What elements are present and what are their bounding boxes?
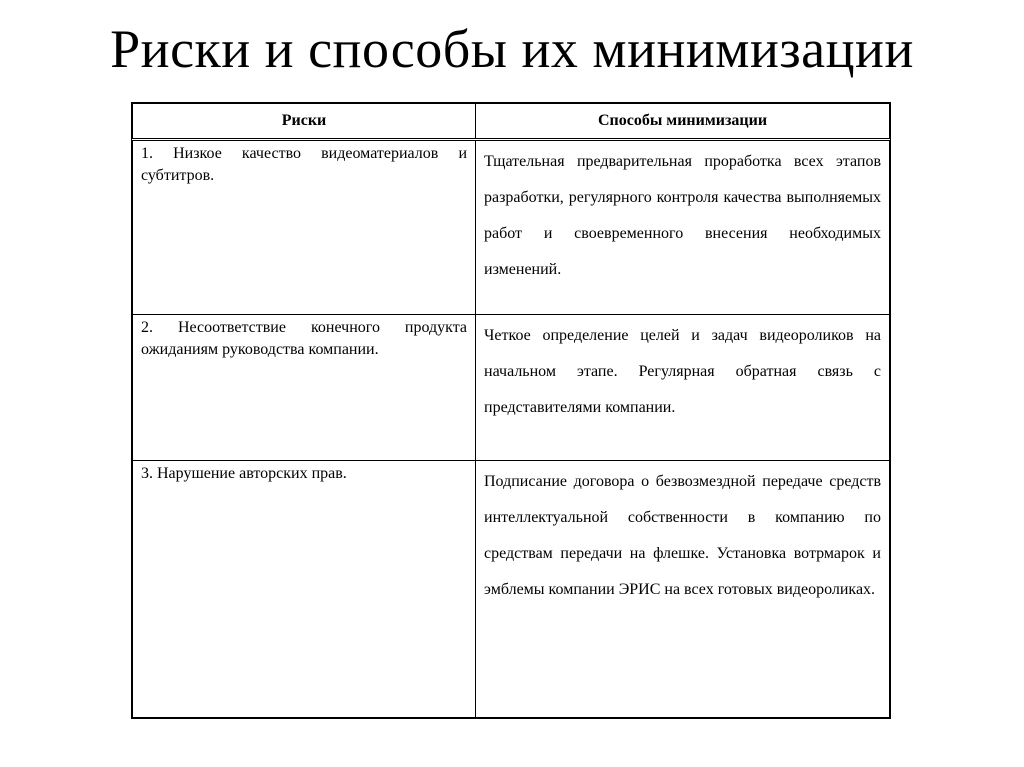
table-header-row	[133, 104, 890, 140]
header-methods: Способы минимизации	[476, 104, 890, 140]
table-row	[133, 140, 890, 315]
risk-table	[131, 102, 891, 719]
page-title: Риски и способы их минимизации	[110, 19, 914, 79]
risk-cell: 1. Низкое качество видеоматериалов и субтитров.	[133, 140, 476, 315]
risk-cell: 2. Несоответствие конечного продукта ожиданиям руководства компании.	[133, 315, 476, 461]
risk-cell: 3. Нарушение авторских прав.	[133, 461, 476, 718]
table-row	[133, 315, 890, 461]
method-cell: Четкое определение целей и задач видеороликов на начальном этапе. Регулярная обратная связь с представителями компании.	[476, 315, 890, 461]
table-row	[133, 461, 890, 718]
method-cell: Подписание договора о безвозмездной передаче средств интеллектуальной собственности в компанию по средствам передачи на флешке. Установка вотрмарок и эмблемы компании ЭРИС на всех готовых видеороликах.	[476, 461, 890, 718]
method-cell: Тщательная предварительная проработка всех этапов разработки, регулярного контроля качества выполняемых работ и своевременного внесения необходимых изменений.	[476, 140, 890, 315]
header-risks: Риски	[133, 104, 476, 140]
risk-table-grid	[132, 103, 890, 718]
